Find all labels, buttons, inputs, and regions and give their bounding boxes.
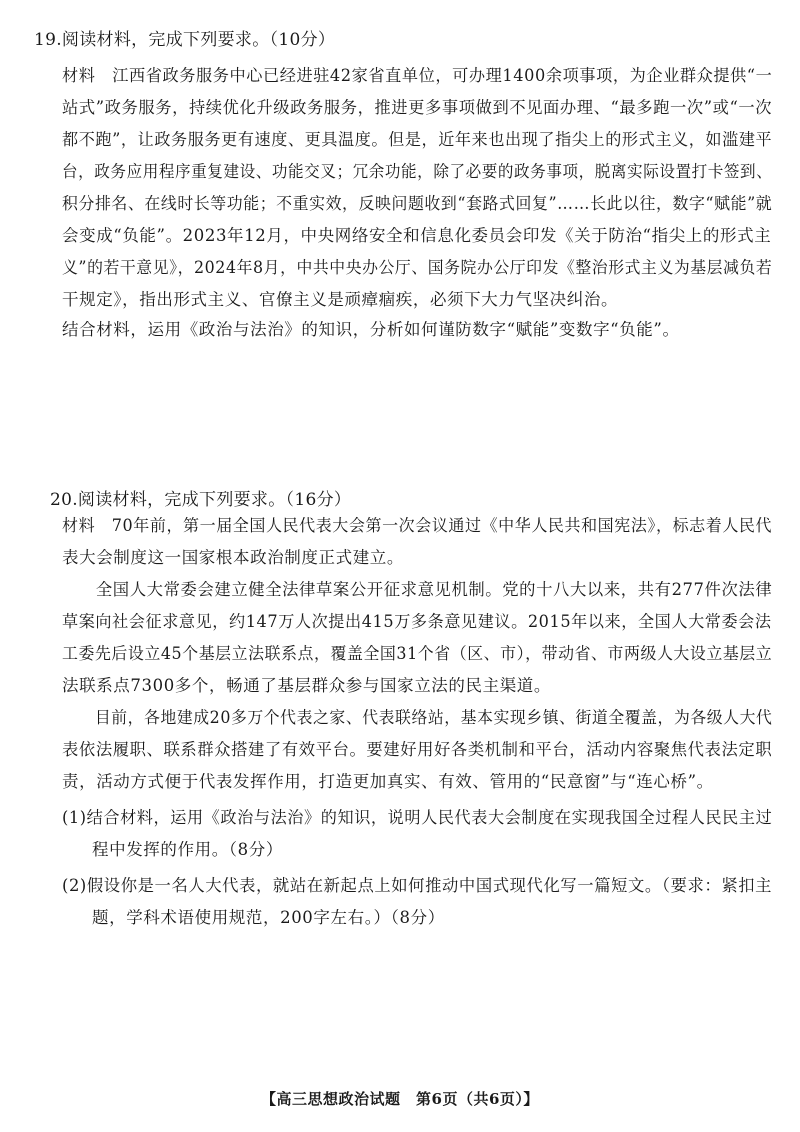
q20-material-line: 工委先后设立45个基层立法联系点，覆盖全国31个省（区、市），带动省、市两级人大设立基层立: [62, 644, 773, 663]
q20-material-line: 目前，各地建成20多万个代表之家、代表联络站，基本实现乡镇、街道全覆盖，为各级人大代: [62, 708, 773, 727]
q20-material-line: 责，活动方式便于代表发挥作用，打造更加真实、有效、管用的“民意窗”与“连心桥”。: [62, 772, 714, 791]
q20-material-line: 全国人大常委会建立健全法律草案公开征求意见机制。党的十八大以来，共有277件次法律: [62, 580, 773, 599]
question-19-title: 19.阅读材料，完成下列要求。（10分）: [34, 30, 336, 50]
q20-material-line: 表依法履职、联系群众搭建了有效平台。要建好用好各类机制和平台，活动内容聚焦代表法定职: [62, 740, 773, 759]
q19-material-line: 积分排名、在线时长等功能；不重实效，反映问题收到“套路式回复”……长此以往，数字“赋能”就: [62, 194, 773, 213]
q20-material-line: 法联系点7300多个，畅通了基层群众参与国家立法的民主渠道。: [62, 676, 551, 695]
q19-material-line: 会变成“负能”。2023年12月，中央网络安全和信息化委员会印发《关于防治“指尖上的形式主: [62, 226, 772, 245]
q20-subquestion-1: (1)结合材料，运用《政治与法治》的知识，说明人民代表大会制度在实现我国全过程人民民主过: [62, 808, 773, 827]
q19-material-line: 义”的若干意见》，2024年8月，中共中央办公厅、国务院办公厅印发《整治形式主义为基层减负若: [62, 258, 773, 277]
question-20-title: 20.阅读材料，完成下列要求。（16分）: [50, 490, 352, 510]
q20-material-line: 草案向社会征求意见，约147万人次提出415万多条意见建议。2015年以来，全国人大常委会法: [62, 612, 772, 631]
q19-task: 结合材料，运用《政治与法治》的知识，分析如何谨防数字“赋能”变数字“负能”。: [62, 320, 680, 339]
q19-material-line: 材料 江西省政务服务中心已经进驻42家省直单位，可办理1400余项事项，为企业群众提供“一: [62, 66, 773, 85]
q19-material-line: 都不跑”，让政务服务更有速度、更具温度。但是，近年来也出现了指尖上的形式主义，如滥建平: [62, 130, 773, 149]
q19-material-line: 干规定》，指出形式主义、官僚主义是顽瘴痼疾，必须下大力气坚决纠治。: [62, 290, 619, 309]
q20-subquestion-2-cont: 题，学科术语使用规范，200字左右。）（8分）: [92, 908, 445, 927]
q19-material-line: 台，政务应用程序重复建设、功能交叉；冗余功能，除了必要的政务事项，脱离实际设置打卡签到、: [62, 162, 773, 181]
q20-subquestion-1-cont: 程中发挥的作用。（8分）: [92, 840, 283, 859]
page-footer: 【高三思想政治试题 第6页（共6页）】: [261, 1090, 539, 1108]
q20-material-line: 材料 70年前，第一届全国人民代表大会第一次会议通过《中华人民共和国宪法》，标志着人民代: [62, 516, 773, 535]
q20-subquestion-2: (2)假设你是一名人大代表，就站在新起点上如何推动中国式现代化写一篇短文。（要求：紧扣主: [62, 876, 773, 895]
q20-material-line: 表大会制度这一国家根本政治制度正式建立。: [62, 548, 404, 567]
q19-material-line: 站式”政务服务，持续优化升级政务服务，推进更多事项做到不见面办理、“最多跑一次”或“一次: [62, 98, 773, 117]
